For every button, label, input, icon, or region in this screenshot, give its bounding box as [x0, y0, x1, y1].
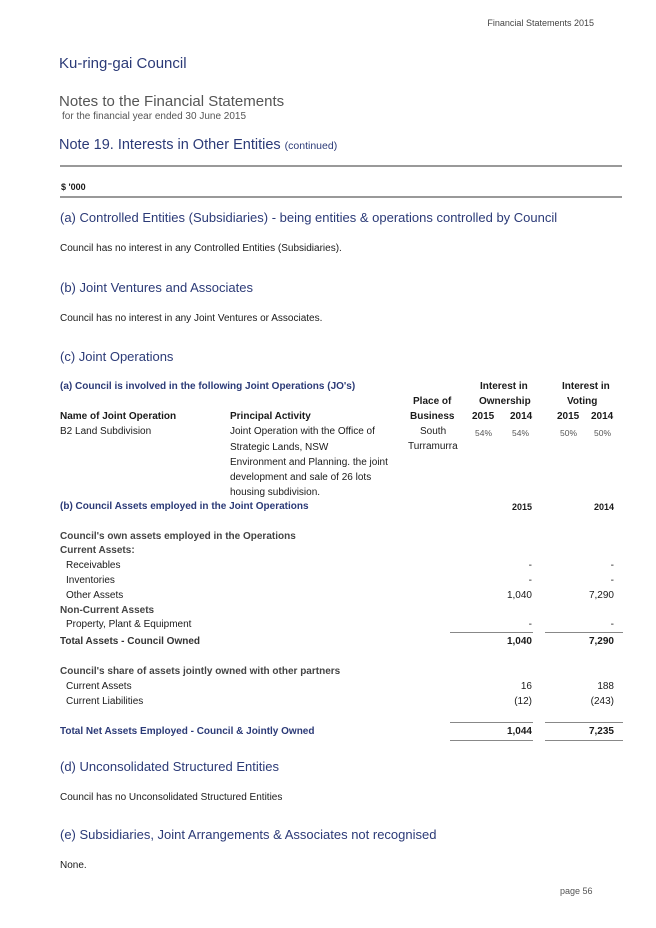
divider-units [60, 196, 622, 198]
col-interest-voting-2: Voting [567, 396, 598, 407]
share-current-assets-2015: 16 [520, 681, 532, 692]
section-e-text: None. [60, 860, 87, 871]
assets-subheading: (b) Council Assets employed in the Joint Operations [60, 501, 309, 512]
subtotal-rule-2015 [450, 632, 533, 633]
ppe-2014: - [610, 619, 614, 630]
col-interest-ownership-2: Ownership [479, 396, 531, 407]
jo-own-2015: 54% [475, 428, 493, 438]
share-current-liabilities-label: Current Liabilities [66, 696, 144, 707]
jo-name: B2 Land Subdivision [60, 426, 152, 437]
note-continued: (continued) [284, 140, 338, 152]
total-owned-2015: 1,040 [506, 636, 532, 647]
col-vote-2015: 2015 [557, 411, 580, 422]
own-assets-heading: Council's own assets employed in the Operations [60, 531, 296, 542]
section-d-heading: (d) Unconsolidated Structured Entities [60, 759, 279, 774]
share-current-assets-2014: 188 [597, 681, 614, 692]
other-assets-2015: 1,040 [506, 590, 532, 601]
col-place-1: Place of [413, 396, 452, 407]
section-b-heading: (b) Joint Ventures and Associates [60, 280, 253, 295]
council-name: Ku-ring-gai Council [59, 55, 187, 72]
inventories-label: Inventories [66, 575, 115, 586]
col-own-2015: 2015 [472, 411, 495, 422]
ppe-2015: - [528, 619, 532, 630]
joint-ops-subheading: (a) Council is involved in the following Joint Operations (JO's) [60, 381, 356, 392]
share-heading: Council's share of assets jointly owned with other partners [60, 666, 341, 677]
section-a-heading: (a) Controlled Entities (Subsidiaries) - being entities & operations controlled by Council [60, 210, 558, 225]
share-current-liabilities-2014: (243) [590, 696, 614, 707]
notes-title: Notes to the Financial Statements [59, 93, 285, 110]
total-double-rule-2014 [545, 740, 623, 741]
ppe-label: Property, Plant & Equipment [66, 619, 192, 630]
total-net-2014: 7,235 [588, 726, 614, 737]
total-rule-2014 [545, 722, 623, 723]
section-e-heading: (e) Subsidiaries, Joint Arrangements & Associates not recognised [60, 827, 437, 842]
jo-activity-line: housing subdivision. [230, 487, 321, 498]
total-net-label: Total Net Assets Employed - Council & Jointly Owned [60, 726, 315, 737]
non-current-label: Non-Current Assets [60, 605, 155, 616]
note-title-text: Note 19. Interests in Other Entities [59, 137, 281, 153]
total-rule-2015 [450, 722, 533, 723]
col-vote-2014: 2014 [591, 411, 614, 422]
jo-activity-line: Strategic Lands, NSW [230, 442, 329, 453]
total-owned-2014: 7,290 [588, 636, 614, 647]
inventories-2015: - [528, 575, 532, 586]
jo-place-1: South [420, 426, 447, 437]
receivables-label: Receivables [66, 560, 121, 571]
receivables-2014: - [610, 560, 614, 571]
divider-top [60, 165, 622, 167]
total-double-rule-2015 [450, 740, 533, 741]
jo-activity-line: Joint Operation with the Office of [230, 426, 375, 437]
col-interest-ownership-1: Interest in [480, 381, 528, 392]
report-title: Financial Statements 2015 [487, 18, 594, 28]
total-owned-label: Total Assets - Council Owned [60, 636, 201, 647]
share-current-assets-label: Current Assets [66, 681, 132, 692]
jo-vote-2015: 50% [560, 428, 578, 438]
notes-subtitle: for the financial year ended 30 June 2015 [62, 111, 247, 122]
inventories-2014: - [610, 575, 614, 586]
section-b-text: Council has no interest in any Joint Ventures or Associates. [60, 313, 323, 324]
section-d-text: Council has no Unconsolidated Structured Entities [60, 792, 283, 803]
col-own-2014: 2014 [510, 411, 533, 422]
col-activity: Principal Activity [230, 411, 311, 422]
jo-activity-line: development and sale of 26 lots [230, 472, 372, 483]
total-net-2015: 1,044 [506, 726, 532, 737]
page-number: page 56 [560, 886, 593, 896]
jo-vote-2014: 50% [594, 428, 612, 438]
col-name: Name of Joint Operation [60, 411, 177, 422]
col-interest-voting-1: Interest in [562, 381, 610, 392]
jo-own-2014: 54% [512, 428, 530, 438]
receivables-2015: - [528, 560, 532, 571]
section-a-text: Council has no interest in any Controlled Entities (Subsidiaries). [60, 243, 342, 254]
note-title [59, 137, 337, 153]
section-c-heading: (c) Joint Operations [60, 349, 174, 364]
jo-activity-line: Environment and Planning. the joint [230, 457, 388, 468]
other-assets-label: Other Assets [66, 590, 124, 601]
jo-place-2: Turramurra [408, 441, 458, 452]
assets-year-2014: 2014 [593, 502, 614, 512]
current-assets-label: Current Assets: [60, 545, 135, 556]
col-place-2: Business [410, 411, 455, 422]
subtotal-rule-2014 [545, 632, 623, 633]
assets-year-2015: 2015 [511, 502, 532, 512]
units-label: $ '000 [61, 182, 86, 192]
share-current-liabilities-2015: (12) [514, 696, 532, 707]
other-assets-2014: 7,290 [588, 590, 614, 601]
